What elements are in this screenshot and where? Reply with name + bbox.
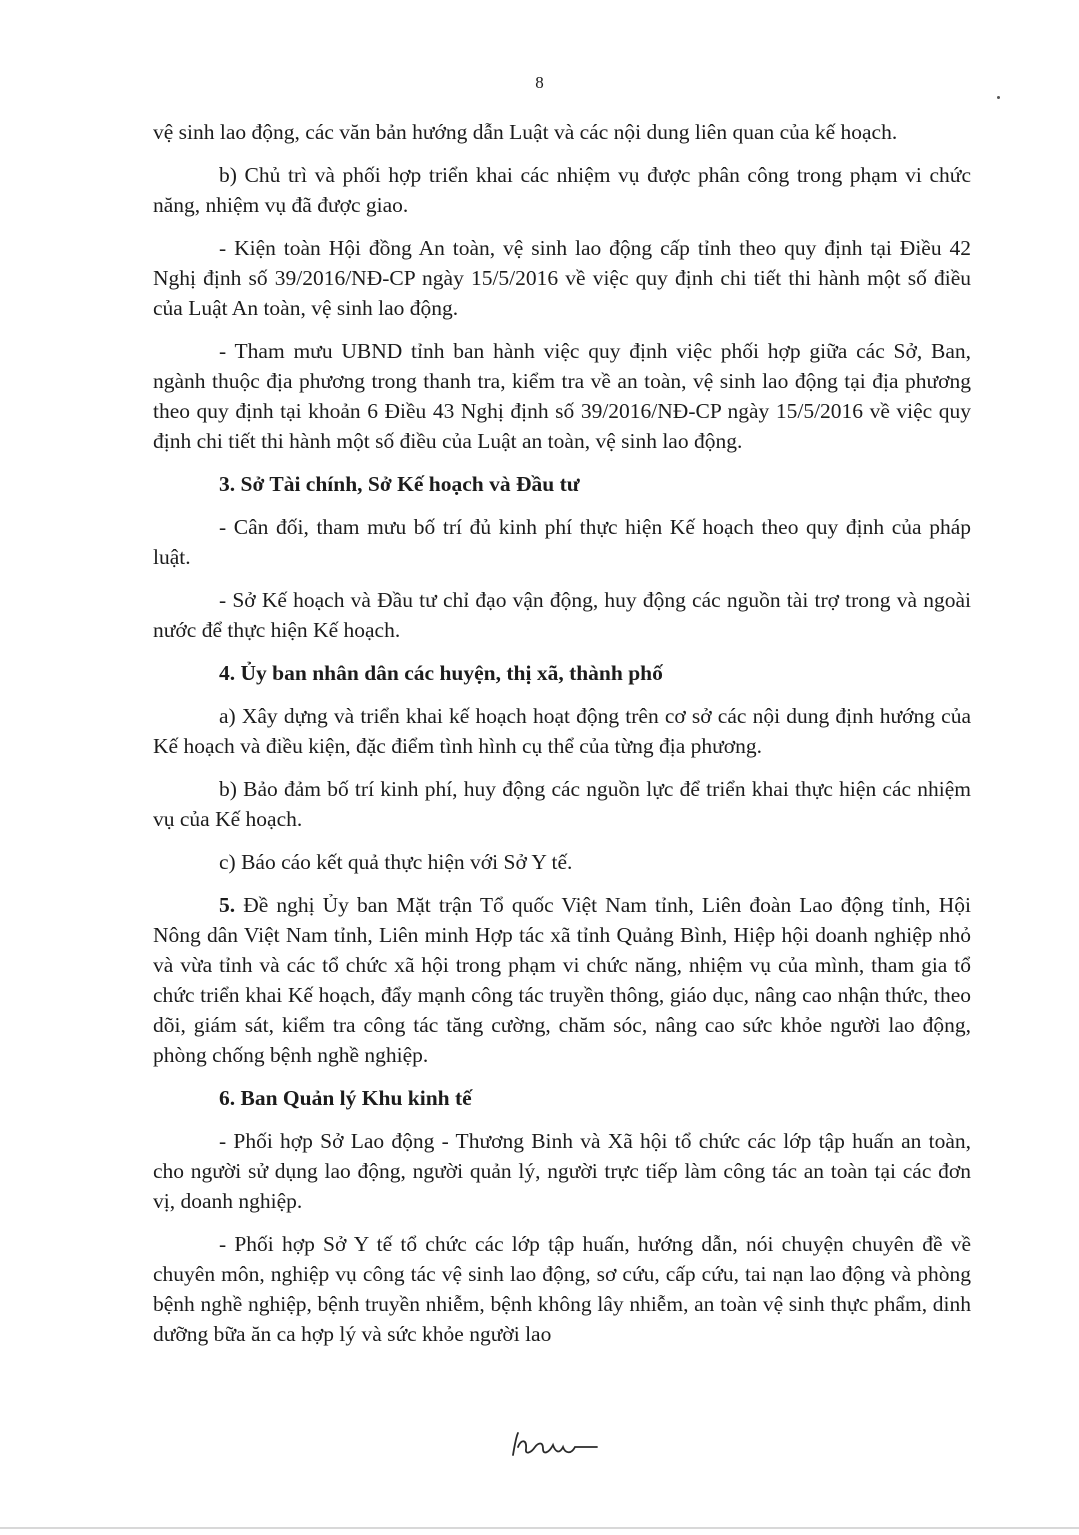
section-heading: 6. Ban Quản lý Khu kinh tế [219,1086,472,1110]
paragraph [153,890,971,1070]
paragraph: - Cân đối, tham mưu bố trí đủ kinh phí thực hiện Kế hoạch theo quy định của pháp luật. [153,515,971,569]
paragraph: vệ sinh lao động, các văn bản hướng dẫn Luật và các nội dung liên quan của kế hoạch. [153,120,898,144]
paragraph: - Phối hợp Sở Lao động - Thương Binh và Xã hội tổ chức các lớp tập huấn an toàn, cho người sử dụng lao động, người quản lý, người trực tiếp làm công tác an toàn tại các đơn vị, doanh nghiệp. [153,1129,971,1213]
scan-speck [997,96,1000,99]
paragraph: - Sở Kế hoạch và Đầu tư chỉ đạo vận động, huy động các nguồn tài trợ trong và ngoài nước để thực hiện Kế hoạch. [153,588,971,642]
paragraph: b) Chủ trì và phối hợp triển khai các nhiệm vụ được phân công trong phạm vi chức năng, nhiệm vụ đã được giao. [153,163,971,217]
section-heading: 3. Sở Tài chính, Sở Kế hoạch và Đầu tư [219,472,580,496]
paragraph: - Phối hợp Sở Y tế tổ chức các lớp tập huấn, hướng dẫn, nói chuyện chuyên đề về chuyên môn, nghiệp vụ công tác vệ sinh lao động, sơ cứu, cấp cứu, tai nạn lao động và phòng bệnh nghề nghiệp, bệnh truyền nhiễm, bệnh không lây nhiễm, an toàn vệ sinh thực phẩm, dinh dưỡng bữa ăn ca hợp lý và sức khỏe người lao [153,1232,971,1346]
section-heading: 4. Ủy ban nhân dân các huyện, thị xã, thành phố [219,661,663,685]
document-body [153,117,971,1362]
scan-edge [0,1527,1079,1529]
handwritten-initials [505,1425,605,1465]
paragraph: - Kiện toàn Hội đồng An toàn, vệ sinh lao động cấp tỉnh theo quy định tại Điều 42 Nghị định số 39/2016/NĐ-CP ngày 15/5/2016 về việc quy định chi tiết thi hành một số điều của Luật An toàn, vệ sinh lao động. [153,236,971,320]
paragraph: a) Xây dựng và triển khai kế hoạch hoạt động trên cơ sở các nội dung định hướng của Kế hoạch và điều kiện, đặc điểm tình hình cụ thể của từng địa phương. [153,704,971,758]
paragraph-text: Đề nghị Ủy ban Mặt trận Tổ quốc Việt Nam tỉnh, Liên đoàn Lao động tỉnh, Hội Nông dân Việt Nam tỉnh, Liên minh Hợp tác xã tỉnh Quảng Bình, Hiệp hội doanh nghiệp nhỏ và vừa tỉnh và các tổ chức xã hội trong phạm vi chức năng, nhiệm vụ của mình, tham gia tổ chức triển khai Kế hoạch, đẩy mạnh công tác truyền thông, giáo dục, nâng cao nhận thức, theo dõi, giám sát, kiểm tra công tác tăng cường, chăm sóc, nâng cao sức khỏe người lao động, phòng chống bệnh nghề nghiệp. [153,893,971,1067]
paragraph: b) Bảo đảm bố trí kinh phí, huy động các nguồn lực để triển khai thực hiện các nhiệm vụ của Kế hoạch. [153,777,971,831]
section-number: 5. [219,893,236,917]
paragraph: c) Báo cáo kết quả thực hiện với Sở Y tế. [219,850,573,874]
page-number: 8 [535,73,544,92]
paragraph: - Tham mưu UBND tỉnh ban hành việc quy định việc phối hợp giữa các Sở, Ban, ngành thuộc địa phương trong thanh tra, kiểm tra về an toàn, vệ sinh lao động tại địa phương theo quy định tại khoản 6 Điều 43 Nghị định số 39/2016/NĐ-CP ngày 15/5/2016 về việc quy định chi tiết thi hành một số điều của Luật an toàn, vệ sinh lao động. [153,339,971,453]
